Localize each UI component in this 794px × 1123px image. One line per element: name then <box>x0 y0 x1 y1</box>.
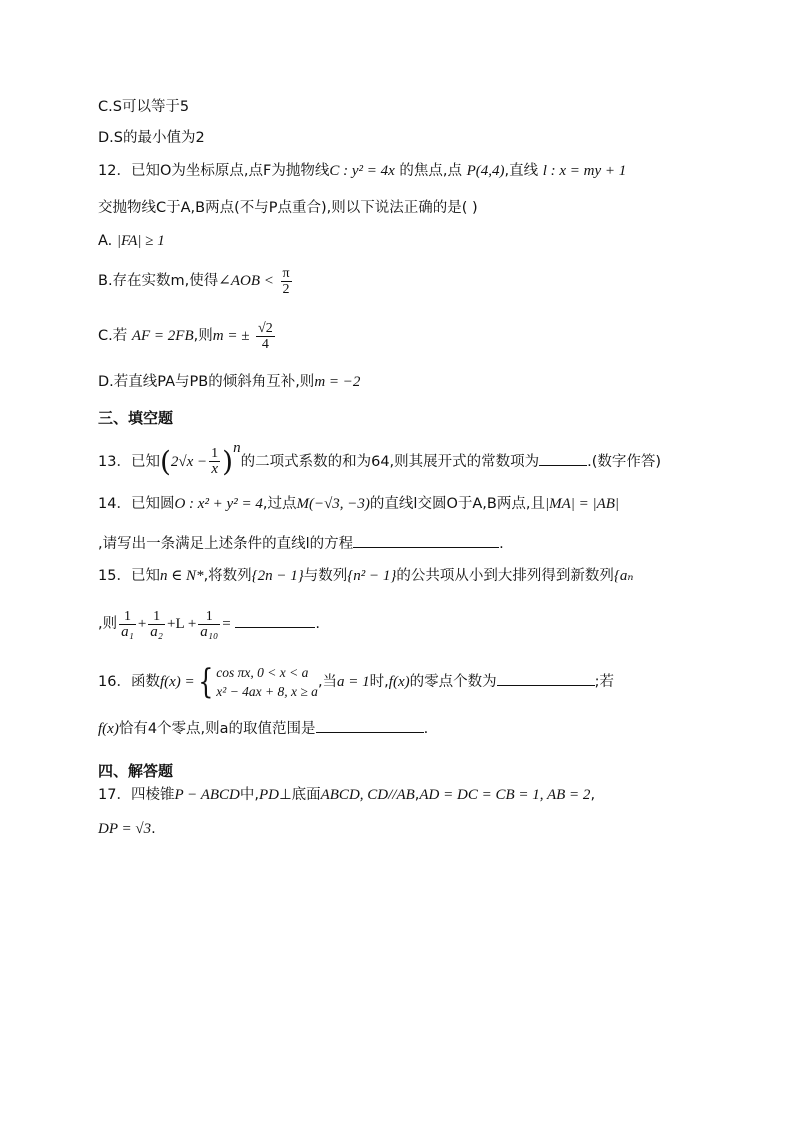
frac-denominator: x <box>211 461 218 478</box>
q15-dots: +L + <box>167 616 197 632</box>
q16-answer-blank-1[interactable] <box>497 671 595 686</box>
q12-option-c-fraction <box>256 321 275 352</box>
q16-a-eq: a = 1 <box>337 674 370 690</box>
q12-option-c-label: C.若 <box>98 328 128 344</box>
q15-mid3: 的公共项从小到大排列得到新数列 <box>396 568 614 584</box>
q16-case-1: cos πx, 0 < x < a <box>216 665 309 680</box>
q17-pd: PD <box>258 787 279 803</box>
frac-numerator: 1 <box>148 609 165 625</box>
q15-line2: ,则 $\frac{1}{\text{a₁}}$ + $\frac{1}{\text{a₂}}$ +L + $\frac{1}{\text{a₁₀}}$ = . <box>98 608 320 640</box>
frac-denominator: 2 <box>282 281 290 297</box>
q14-line2-text: ,请写出一条满足上述条件的直线l的方程 <box>98 536 354 552</box>
q16-line2-text: 恰有4个零点,则a的取值范围是 <box>118 721 316 737</box>
q16-mid3: 的零点个数为 <box>409 674 497 690</box>
q17-mid1: 中, <box>239 787 259 803</box>
q16-mid2: 时, <box>369 674 389 690</box>
q14-mid2: 的直线l交圆O于A,B两点,且 <box>369 496 545 512</box>
frac-numerator: 1 <box>198 609 220 625</box>
frac-numerator: 1 <box>211 446 219 462</box>
q12-text-1: 已知O为坐标原点,点F为抛物线 <box>130 163 330 179</box>
q16-tail: . <box>423 721 429 737</box>
q16-case-2: x² − 4ax + 8, x ≥ a <box>216 684 318 699</box>
q15 <box>98 565 634 587</box>
q16-mid4: ;若 <box>594 674 614 690</box>
q14-line2 <box>98 533 504 555</box>
q12-option-c-text: ,则 <box>193 328 213 344</box>
q17-pyramid: P − ABCD <box>174 787 240 803</box>
q16-line2-fx: f(x) <box>98 721 119 737</box>
q15-seq3: {aₙ <box>613 568 634 584</box>
frac-denominator: a₁₀ <box>200 623 219 640</box>
frac-denominator: 4 <box>261 336 269 352</box>
q16-line2 <box>98 718 428 740</box>
q12-option-b-fraction <box>281 266 292 297</box>
q14-mid1: ,过点 <box>262 496 297 512</box>
q15-line2-pre: ,则 <box>98 616 118 632</box>
q17-perp: ⊥底面 <box>278 787 321 803</box>
q17-tail: . <box>151 821 156 837</box>
q16-mid1: ,当 <box>317 674 338 690</box>
left-brace-icon: { <box>197 662 214 702</box>
q16-fx: f(x) = <box>159 674 195 690</box>
q12-parabola: C : y² = 4x <box>329 163 395 179</box>
q12-option-c-m: m = ± <box>212 328 250 344</box>
q17-comma: , <box>414 787 420 803</box>
frac-denominator: a₁ <box>121 623 134 640</box>
q15-seq1: {2n − 1} <box>251 568 304 584</box>
right-paren-icon: ) <box>222 444 234 478</box>
q16-answer-blank-2[interactable] <box>316 718 424 733</box>
q12-option-d-math: m = −2 <box>314 374 361 390</box>
q14-pre: 已知圆 <box>130 496 175 512</box>
option-c-prev: C.S可以等于5 <box>98 99 190 115</box>
frac-denominator: a₂ <box>150 623 164 640</box>
q17-line2 <box>98 818 156 840</box>
frac-numerator: π <box>282 265 290 281</box>
q14-answer-blank[interactable] <box>353 533 499 548</box>
q15-mid2: 与数列 <box>303 568 348 584</box>
q12-option-d-label: D.若直线PA与PB的倾斜角互补,则 <box>98 374 315 390</box>
q15-fraction-3 <box>198 609 220 640</box>
q12-line-l: l : x = my + 1 <box>542 163 627 179</box>
option-d-prev: D.S的最小值为2 <box>98 130 205 146</box>
left-paren-icon: ( <box>159 444 171 478</box>
q15-answer-blank[interactable] <box>235 613 315 628</box>
q15-fraction-1 <box>119 609 136 640</box>
q15-seq2: {n² − 1} <box>347 568 397 584</box>
q12-point-p: P(4,4) <box>466 163 505 179</box>
frac-numerator: 1 <box>119 609 136 625</box>
q13-fraction <box>209 446 220 477</box>
q13-number: 13． <box>98 453 131 470</box>
q17-eqs: AD = DC = CB = 1, AB = 2 <box>419 787 591 803</box>
q12-option-a <box>98 230 165 252</box>
q17-pre: 四棱锥 <box>130 787 175 803</box>
q17-comma2: , <box>590 787 596 803</box>
q13-post: 的二项式系数的和为64,则其展开式的常数项为 <box>240 453 540 470</box>
q15-number: 15． <box>98 568 131 584</box>
q17 <box>98 784 595 806</box>
q15-pre: 已知 <box>130 568 160 584</box>
q14 <box>98 493 619 515</box>
q13-pre: 已知 <box>130 453 160 470</box>
q12-option-b-math: ∠AOB < <box>218 273 274 289</box>
q12-number: 12． <box>98 163 131 179</box>
frac-numerator: √2 <box>258 320 273 336</box>
q13 <box>98 436 661 482</box>
q12-option-b <box>98 264 294 298</box>
q15-n-in: n ∈ N* <box>159 568 204 584</box>
q16-fx2: f(x) <box>388 674 410 690</box>
q13-answer-blank[interactable] <box>539 451 587 466</box>
q12-option-c <box>98 318 277 354</box>
section-answers-title: 四、解答题 <box>98 762 174 780</box>
q12-option-a-label: A. <box>98 233 113 249</box>
q14-circle: O : x² + y² = 4 <box>174 496 263 512</box>
q16-pre: 函数 <box>130 674 160 690</box>
q15-fraction-2 <box>148 609 165 640</box>
q12-option-a-math: |FA| ≥ 1 <box>116 233 165 249</box>
q16-cases <box>216 663 318 701</box>
q12-option-c-vectors: AF = 2FB <box>131 328 194 344</box>
q12-stem-line2: 交抛物线C于A,B两点(不与P点重合),则以下说法正确的是( ) <box>98 200 478 216</box>
q16 <box>98 662 614 702</box>
q13-exponent: n <box>233 440 241 456</box>
section-fill-in-title: 三、填空题 <box>98 409 174 427</box>
q16-number: 16． <box>98 674 131 690</box>
q15-eq: = <box>222 616 231 632</box>
q12-text-2: 的焦点,点 <box>399 163 462 179</box>
q14-point-m: M(−√3, −3) <box>296 496 370 512</box>
q14-tail: . <box>499 536 504 552</box>
q12-stem <box>98 160 626 182</box>
q14-number: 14． <box>98 496 131 512</box>
q12-text-3: ,直线 <box>504 163 539 179</box>
q13-expr: 2√x − <box>170 453 208 470</box>
q13-tail: .(数字作答) <box>587 453 662 470</box>
q15-mid1: ,将数列 <box>203 568 252 584</box>
q17-dp: DP = √3 <box>98 821 152 837</box>
q12-option-d <box>98 371 360 393</box>
q15-tail: . <box>315 616 320 632</box>
q17-base: ABCD, CD//AB <box>320 787 415 803</box>
q14-condition: |MA| = |AB| <box>544 496 620 512</box>
q12-option-b-label: B.存在实数m,使得 <box>98 273 219 289</box>
q17-number: 17． <box>98 787 131 803</box>
